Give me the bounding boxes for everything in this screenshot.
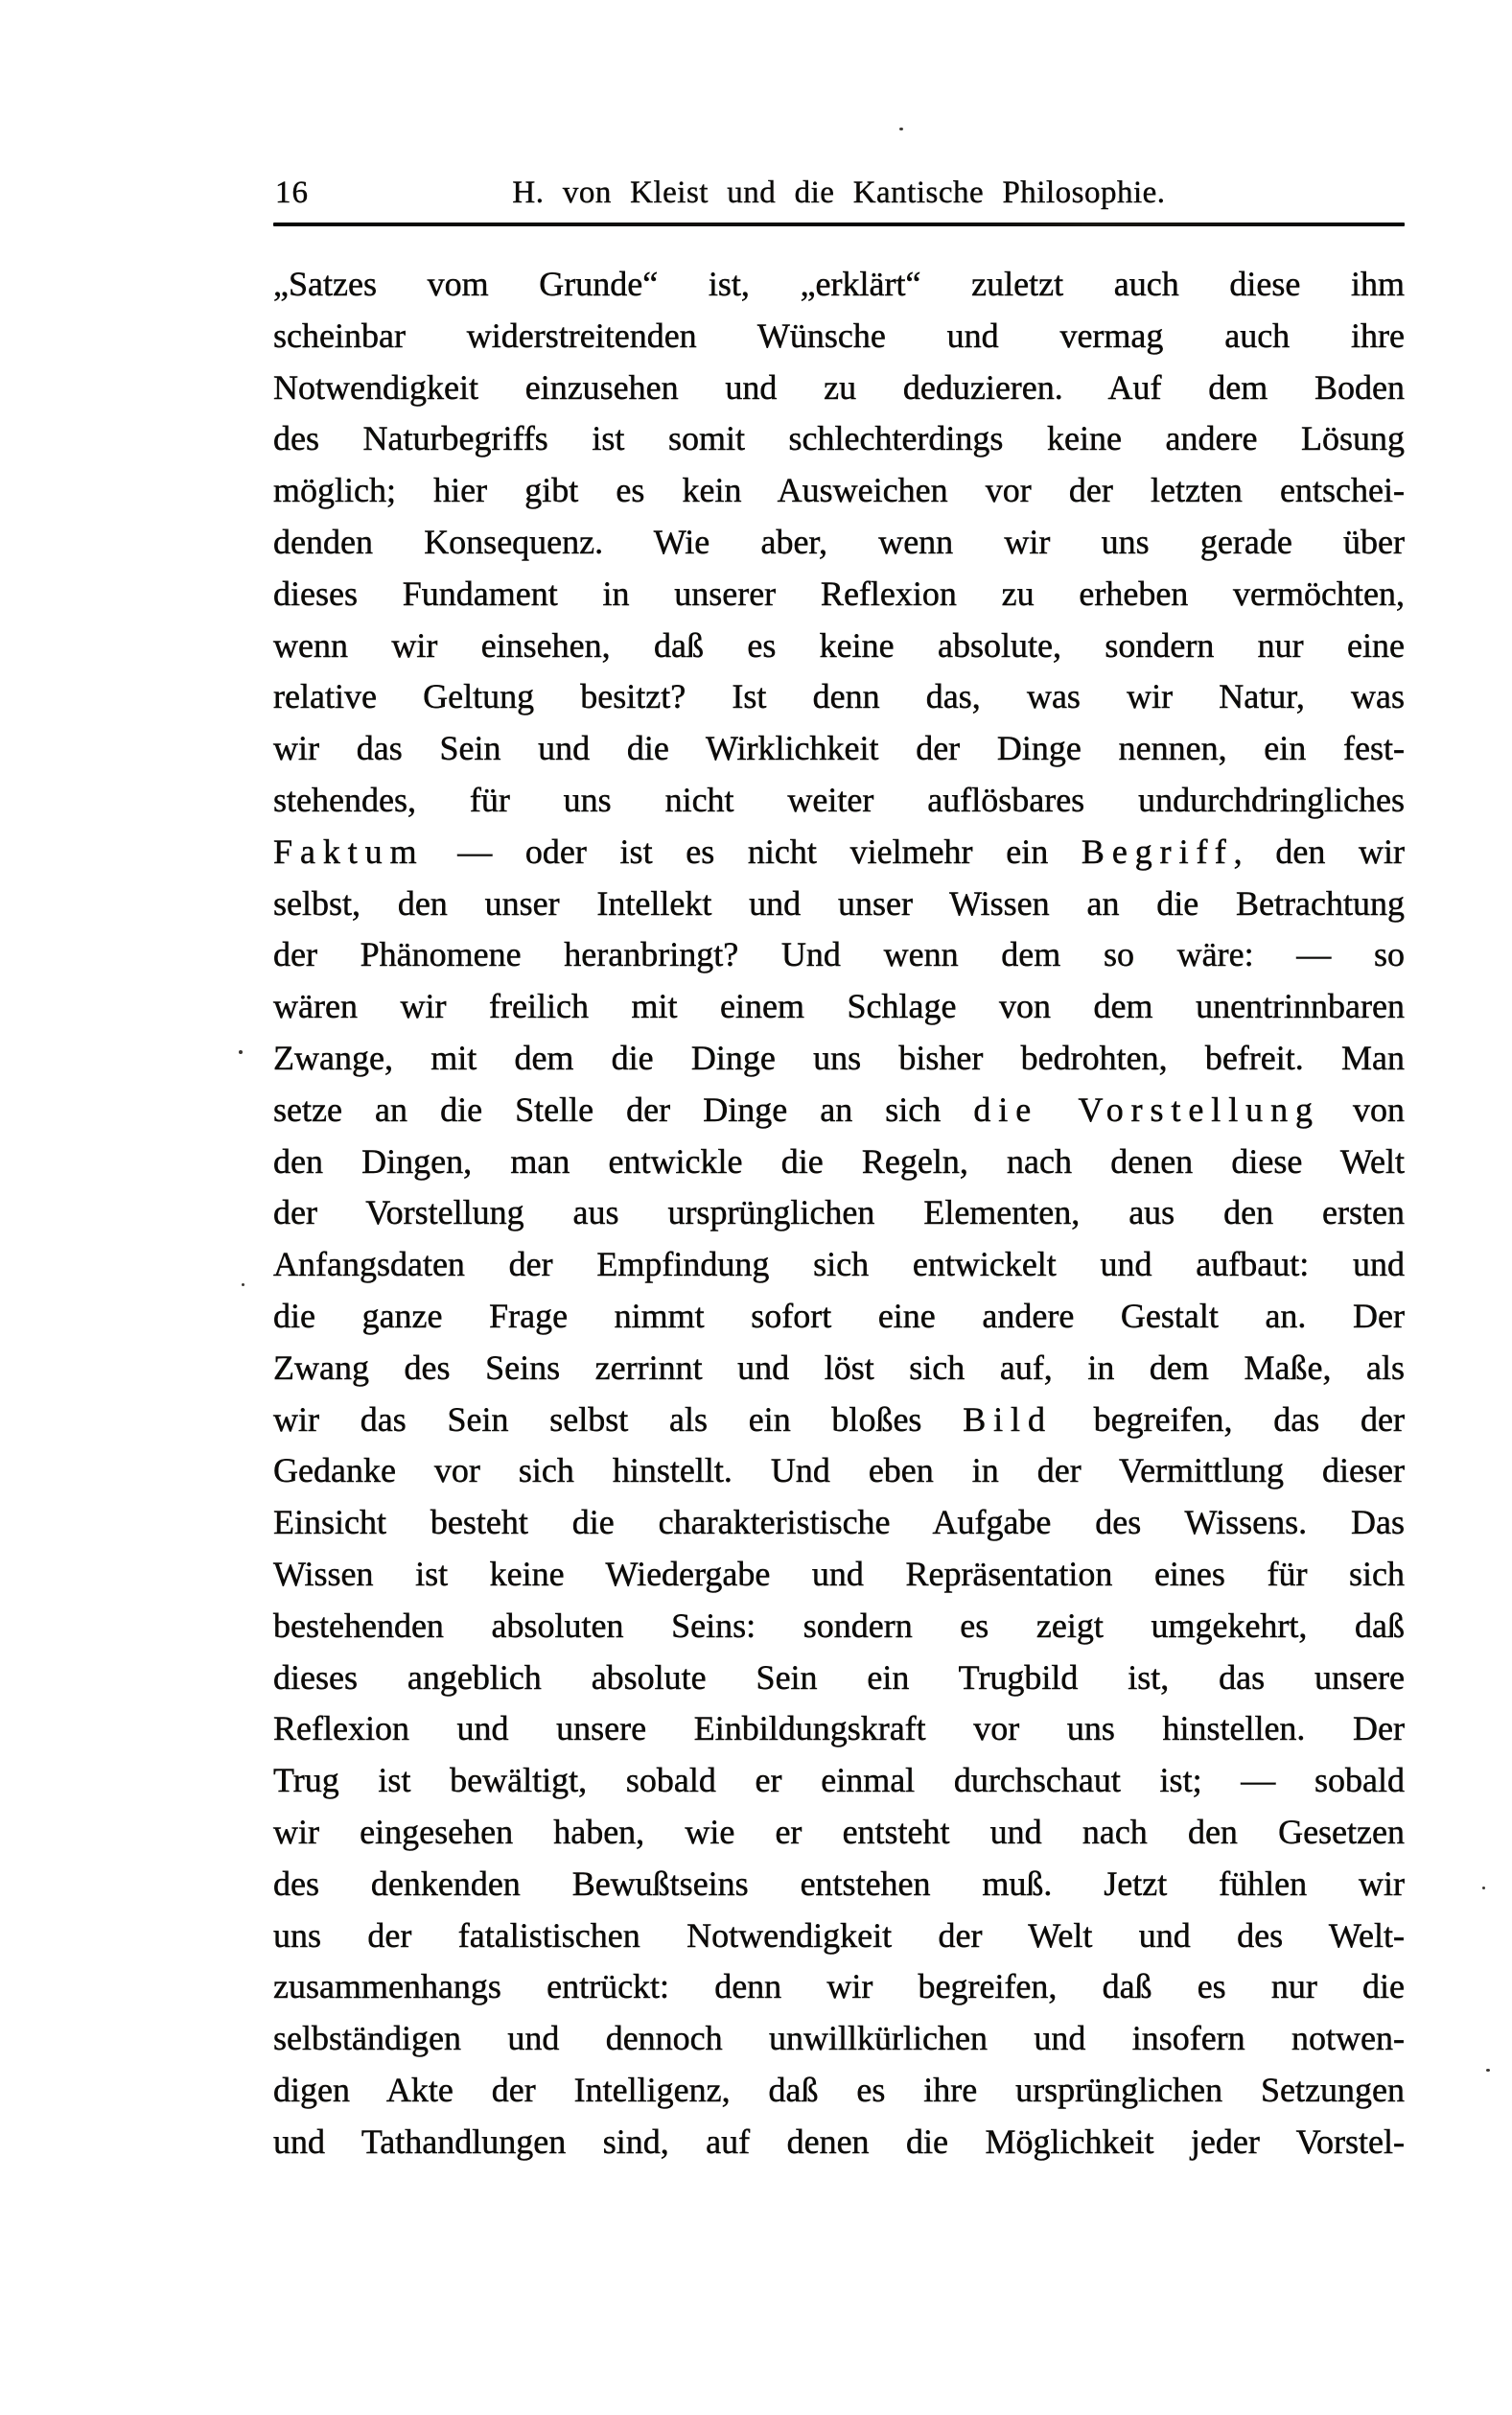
text-line bbox=[273, 2117, 1405, 2169]
running-title: H. von Kleist und die Kantische Philosophie. bbox=[512, 176, 1166, 210]
text-line bbox=[273, 1187, 1405, 1239]
text-segment: selbständigen und dennoch unwillkürlichen und insofern notwen- bbox=[273, 2019, 1405, 2058]
text-segment: Notwendigkeit einzusehen und zu deduzieren. Auf dem Boden bbox=[273, 367, 1405, 407]
text-line bbox=[273, 1085, 1405, 1137]
page-body bbox=[273, 259, 1405, 2168]
text-segment: digen Akte der Intelligenz, daß es ihre ursprünglichen Setzungen bbox=[273, 2070, 1405, 2109]
text-line bbox=[273, 981, 1405, 1033]
letterspaced-word: Begriff bbox=[1081, 832, 1234, 871]
text-segment: Zwange, mit dem die Dinge uns bisher bedrohten, befreit. Man bbox=[273, 1038, 1405, 1077]
text-line bbox=[273, 517, 1405, 569]
text-segment: Gedanke vor sich hinstellt. Und eben in der Vermittlung dieser bbox=[273, 1451, 1405, 1490]
text-segment: scheinbar widerstreitenden Wünsche und vermag auch ihre bbox=[273, 316, 1405, 355]
text-segment: Einsicht besteht die charakteristische Aufgabe des Wissens. Das bbox=[273, 1503, 1405, 1542]
page-number: 16 bbox=[275, 176, 309, 210]
text-segment: setze an die Stelle der Dinge an sich bbox=[273, 1090, 974, 1129]
text-segment: relative Geltung besitzt? Ist denn das, was wir Natur, was bbox=[273, 677, 1405, 716]
text-line bbox=[273, 827, 1405, 879]
header-rule bbox=[273, 223, 1405, 226]
text-line bbox=[273, 775, 1405, 827]
text-line bbox=[273, 1703, 1405, 1755]
text-line bbox=[273, 363, 1405, 414]
text-line bbox=[273, 2065, 1405, 2117]
text-line bbox=[273, 465, 1405, 517]
text-segment: von bbox=[1319, 1090, 1405, 1129]
text-line bbox=[273, 929, 1405, 981]
text-segment: die ganze Frage nimmt sofort eine andere Gestalt an. Der bbox=[273, 1296, 1405, 1335]
text-segment: möglich; hier gibt es kein Ausweichen vor der letzten entschei- bbox=[273, 471, 1405, 510]
text-segment: dieses angeblich absolute Sein ein Trugbild ist, das unsere bbox=[273, 1657, 1405, 1697]
text-segment: „Satzes vom Grunde“ ist, „erklärt“ zuletzt auch diese ihm bbox=[273, 265, 1405, 303]
text-segment: Trug ist bewältigt, sobald er einmal durchschaut ist; — sobald bbox=[273, 1761, 1405, 1800]
text-line bbox=[273, 2013, 1405, 2065]
letterspaced-word: Faktum bbox=[273, 832, 425, 871]
text-line bbox=[273, 723, 1405, 775]
text-line bbox=[273, 1137, 1405, 1188]
letterspaced-word: Bild bbox=[963, 1399, 1053, 1439]
text-line bbox=[273, 1601, 1405, 1653]
ink-speck bbox=[1482, 1887, 1485, 1889]
text-line bbox=[273, 1343, 1405, 1395]
page-header bbox=[273, 171, 1405, 215]
text-line bbox=[273, 1445, 1405, 1497]
text-line bbox=[273, 1395, 1405, 1446]
text-segment: denden Konsequenz. Wie aber, wenn wir uns gerade über bbox=[273, 522, 1405, 561]
text-line bbox=[273, 1291, 1405, 1343]
text-segment: dieses Fundament in unserer Reflexion zu erheben vermöchten, bbox=[273, 574, 1405, 613]
text-segment: Reflexion und unsere Einbildungskraft vor uns hinstellen. Der bbox=[273, 1709, 1405, 1748]
text-line bbox=[273, 311, 1405, 363]
text-segment: zusammenhangs entrückt: denn wir begreifen, daß es nur die bbox=[273, 1967, 1405, 2006]
text-line bbox=[273, 621, 1405, 672]
ink-speck bbox=[242, 1283, 244, 1286]
text-segment: Wissen ist keine Wiedergabe und Repräsentation eines für sich bbox=[273, 1554, 1405, 1593]
text-line bbox=[273, 1911, 1405, 1962]
text-segment: uns der fatalistischen Notwendigkeit der Welt und des Welt- bbox=[273, 1915, 1405, 1955]
text-segment: wir das Sein und die Wirklichkeit der Dinge nennen, ein fest- bbox=[273, 729, 1405, 768]
text-block bbox=[273, 171, 1405, 2168]
text-line bbox=[273, 1653, 1405, 1704]
text-segment: wir das Sein selbst als ein bloßes bbox=[273, 1399, 964, 1439]
text-line bbox=[273, 1755, 1405, 1807]
text-segment: selbst, den unser Intellekt und unser Wissen an die Betrachtung bbox=[273, 883, 1405, 923]
text-segment: — oder ist es nicht vielmehr ein bbox=[424, 832, 1082, 871]
text-segment: stehendes, für uns nicht weiter auflösbares undurchdringliches bbox=[273, 780, 1405, 819]
text-line bbox=[273, 1859, 1405, 1911]
text-line bbox=[273, 1033, 1405, 1085]
text-segment: wir eingesehen haben, wie er entsteht und nach den Gesetzen bbox=[273, 1812, 1405, 1851]
text-line bbox=[273, 1961, 1405, 2013]
ink-speck bbox=[239, 1050, 243, 1054]
text-segment: des denkenden Bewußtseins entstehen muß. Jetzt fühlen wir bbox=[273, 1864, 1405, 1903]
text-line bbox=[273, 259, 1405, 311]
text-segment: bestehenden absoluten Seins: sondern es zeigt umgekehrt, daß bbox=[273, 1606, 1405, 1645]
text-line bbox=[273, 1497, 1405, 1549]
text-segment: und Tathandlungen sind, auf denen die Möglichkeit jeder Vorstel- bbox=[273, 2122, 1405, 2161]
text-segment: wären wir freilich mit einem Schlage von dem unentrinnbaren bbox=[273, 987, 1405, 1026]
text-line bbox=[273, 1549, 1405, 1601]
text-segment: den Dingen, man entwickle die Regeln, nach denen diese Welt bbox=[273, 1141, 1405, 1181]
text-segment: der Vorstellung aus ursprünglichen Elementen, aus den ersten bbox=[273, 1193, 1405, 1232]
text-line bbox=[273, 1807, 1405, 1859]
text-segment: des Naturbegriffs ist somit schlechterdings keine andere Lösung bbox=[273, 419, 1405, 458]
text-segment: Anfangsdaten der Empfindung sich entwickelt und aufbaut: und bbox=[273, 1245, 1405, 1284]
text-line bbox=[273, 1239, 1405, 1291]
letterspaced-word: die Vorstellung bbox=[973, 1090, 1320, 1129]
text-line bbox=[273, 879, 1405, 930]
text-line bbox=[273, 671, 1405, 723]
text-segment: der Phänomene heranbringt? Und wenn dem so wäre: — so bbox=[273, 935, 1405, 974]
text-line bbox=[273, 413, 1405, 465]
text-segment: begreifen, das der bbox=[1052, 1399, 1406, 1439]
text-segment: , den wir bbox=[1233, 832, 1405, 871]
text-segment: wenn wir einsehen, daß es keine absolute, sondern nur eine bbox=[273, 625, 1405, 665]
ink-speck bbox=[899, 128, 903, 130]
ink-speck bbox=[1486, 2069, 1490, 2072]
text-segment: Zwang des Seins zerrinnt und löst sich auf, in dem Maße, als bbox=[273, 1348, 1405, 1387]
text-line bbox=[273, 569, 1405, 621]
